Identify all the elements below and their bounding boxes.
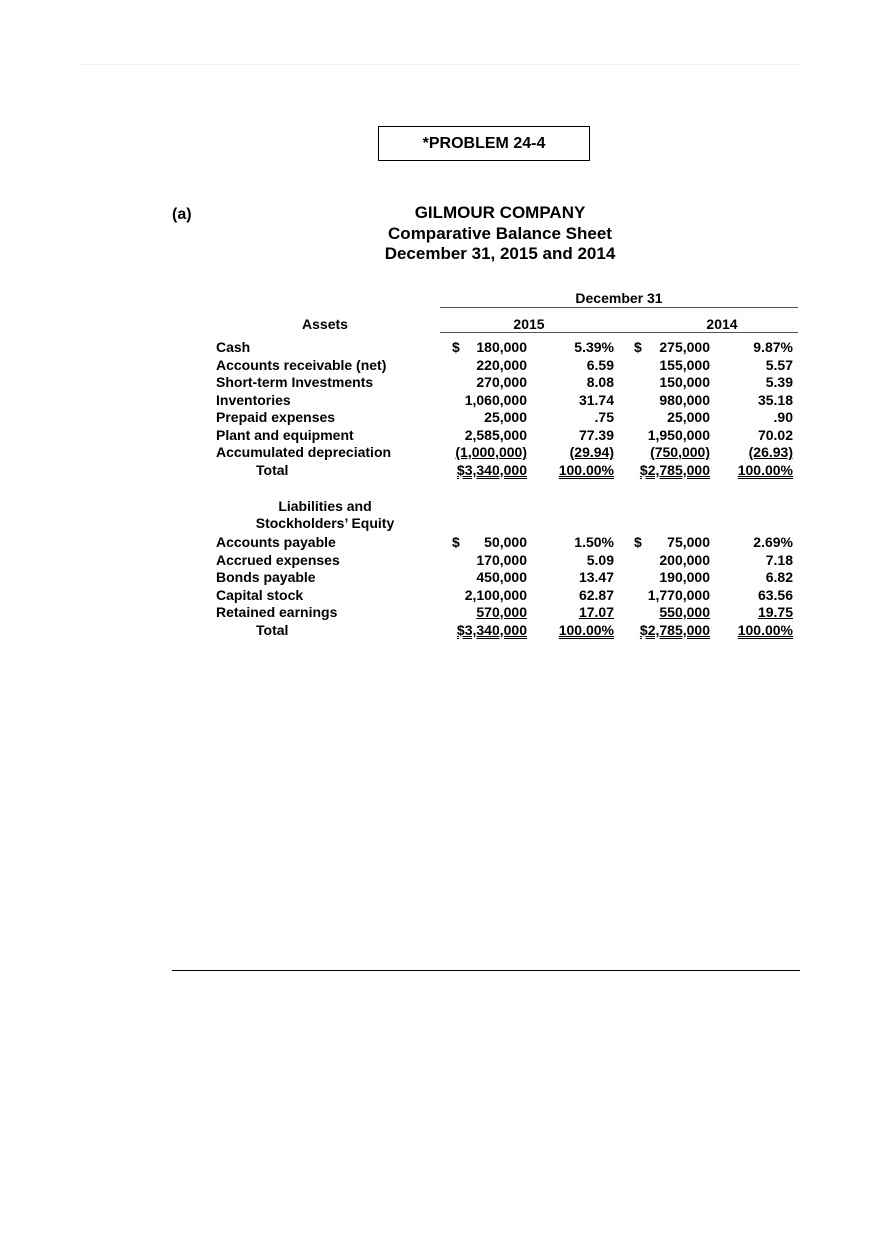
cell-pct-2: 6.82	[765, 569, 793, 585]
cell-value-2: 980,000	[659, 391, 710, 408]
cell-pct-1: 1.50%	[574, 534, 614, 550]
cell-label: Inventories	[216, 391, 291, 408]
cell-value-1: 450,000	[476, 569, 527, 585]
cell-pct-2: 35.18	[757, 391, 793, 408]
cell-pct-1: 5.09	[586, 551, 614, 568]
cell-label: Accounts receivable (net)	[216, 356, 387, 373]
cell-dollar-1: $	[452, 534, 460, 550]
cell-value-2: $2,785,000	[639, 461, 710, 478]
year-header-rule	[440, 332, 798, 333]
cell-pct-1: 6.59	[586, 356, 614, 373]
assets-heading: Assets	[302, 316, 348, 332]
cell-value-1: $3,340,000	[456, 461, 527, 478]
cell-label: Capital stock	[216, 586, 304, 603]
cell-value-2: 75,000	[667, 534, 710, 550]
statement-date: December 31, 2015 and 2014	[384, 244, 616, 263]
year-2015-header: 2015	[513, 316, 545, 332]
column-group-header: December 31	[575, 290, 663, 306]
cell-value-2: 275,000	[659, 339, 710, 355]
top-divider	[80, 64, 800, 65]
cell-label: Accumulated depreciation	[216, 444, 392, 460]
cell-pct-1: 5.39%	[574, 339, 614, 355]
cell-value-1: 270,000	[476, 374, 527, 390]
table-row	[0, 587, 880, 604]
cell-value-2: 190,000	[659, 569, 710, 585]
cell-value-2: 150,000	[659, 374, 710, 390]
cell-pct-2: .90	[773, 409, 793, 425]
cell-value-2: 155,000	[659, 356, 710, 373]
table-row	[0, 374, 880, 391]
liabilities-heading-line-1: Liabilities and	[278, 498, 372, 514]
table-row	[0, 622, 880, 639]
cell-pct-2: 63.56	[757, 586, 793, 603]
cell-pct-1: 31.74	[578, 391, 614, 408]
cell-pct-1: 17.07	[578, 604, 614, 620]
cell-label: Accounts payable	[216, 534, 336, 550]
problem-label: *PROBLEM 24-4	[422, 134, 546, 152]
table-row	[0, 552, 880, 569]
table-row	[0, 604, 880, 621]
cell-pct-1: 13.47	[578, 569, 614, 585]
cell-pct-2: 100.00%	[737, 621, 793, 638]
cell-label: Total	[256, 621, 289, 638]
cell-value-1: 1,060,000	[464, 391, 527, 408]
cell-label: Bonds payable	[216, 569, 316, 585]
column-group-rule	[440, 307, 798, 308]
cell-pct-1: (29.94)	[569, 444, 614, 460]
cell-pct-2: 7.18	[765, 551, 793, 568]
cell-value-2: $2,785,000	[639, 621, 710, 638]
cell-pct-2: 70.02	[757, 426, 793, 443]
cell-value-1: 180,000	[476, 339, 527, 355]
cell-pct-1: 8.08	[586, 374, 614, 390]
part-label: (a)	[172, 206, 192, 223]
table-row	[0, 534, 880, 551]
cell-value-1: $3,340,000	[456, 621, 527, 638]
cell-value-2: 1,770,000	[647, 586, 710, 603]
cell-dollar-1: $	[452, 339, 460, 355]
table-row	[0, 392, 880, 409]
cell-value-1: 50,000	[484, 534, 527, 550]
cell-pct-1: 100.00%	[558, 621, 614, 638]
cell-label: Cash	[216, 339, 251, 355]
cell-dollar-2: $	[634, 339, 642, 355]
cell-value-2: 200,000	[659, 551, 710, 568]
cell-pct-2: 5.39	[765, 374, 793, 390]
cell-label: Short-term Investments	[216, 374, 374, 390]
cell-label: Prepaid expenses	[216, 409, 336, 425]
cell-value-2: (750,000)	[650, 444, 710, 460]
table-row	[0, 444, 880, 461]
problem-title-box	[378, 126, 590, 161]
cell-pct-1: 62.87	[578, 586, 614, 603]
cell-pct-2: 5.57	[765, 356, 793, 373]
cell-value-2: 25,000	[667, 409, 710, 425]
cell-label: Retained earnings	[216, 604, 338, 620]
cell-pct-2: 2.69%	[753, 534, 793, 550]
table-row	[0, 569, 880, 586]
cell-label: Total	[256, 461, 289, 478]
cell-value-2: 1,950,000	[647, 426, 710, 443]
company-name: GILMOUR COMPANY	[414, 203, 586, 222]
cell-value-1: 220,000	[476, 356, 527, 373]
table-row	[0, 409, 880, 426]
cell-label: Plant and equipment	[216, 426, 354, 443]
year-2014-header: 2014	[706, 316, 738, 332]
cell-label: Accrued expenses	[216, 551, 340, 568]
cell-value-1: (1,000,000)	[455, 444, 527, 460]
cell-value-1: 570,000	[476, 604, 527, 620]
liabilities-heading-line-2: Stockholders’ Equity	[255, 515, 395, 531]
cell-value-1: 2,585,000	[464, 426, 527, 443]
cell-pct-2: 100.00%	[737, 461, 793, 478]
cell-pct-1: 100.00%	[558, 461, 614, 478]
bottom-divider	[172, 970, 800, 971]
cell-value-1: 170,000	[476, 551, 527, 568]
table-row	[0, 462, 880, 479]
cell-value-2: 550,000	[659, 604, 710, 620]
cell-pct-1: 77.39	[578, 426, 614, 443]
cell-pct-1: .75	[594, 409, 614, 425]
statement-title: Comparative Balance Sheet	[388, 224, 612, 243]
table-row	[0, 339, 880, 356]
cell-dollar-2: $	[634, 534, 642, 550]
cell-value-1: 25,000	[484, 409, 527, 425]
cell-value-1: 2,100,000	[464, 586, 527, 603]
table-row	[0, 357, 880, 374]
cell-pct-2: 19.75	[757, 604, 793, 620]
table-row	[0, 427, 880, 444]
cell-pct-2: 9.87%	[753, 339, 793, 355]
cell-pct-2: (26.93)	[748, 444, 793, 460]
